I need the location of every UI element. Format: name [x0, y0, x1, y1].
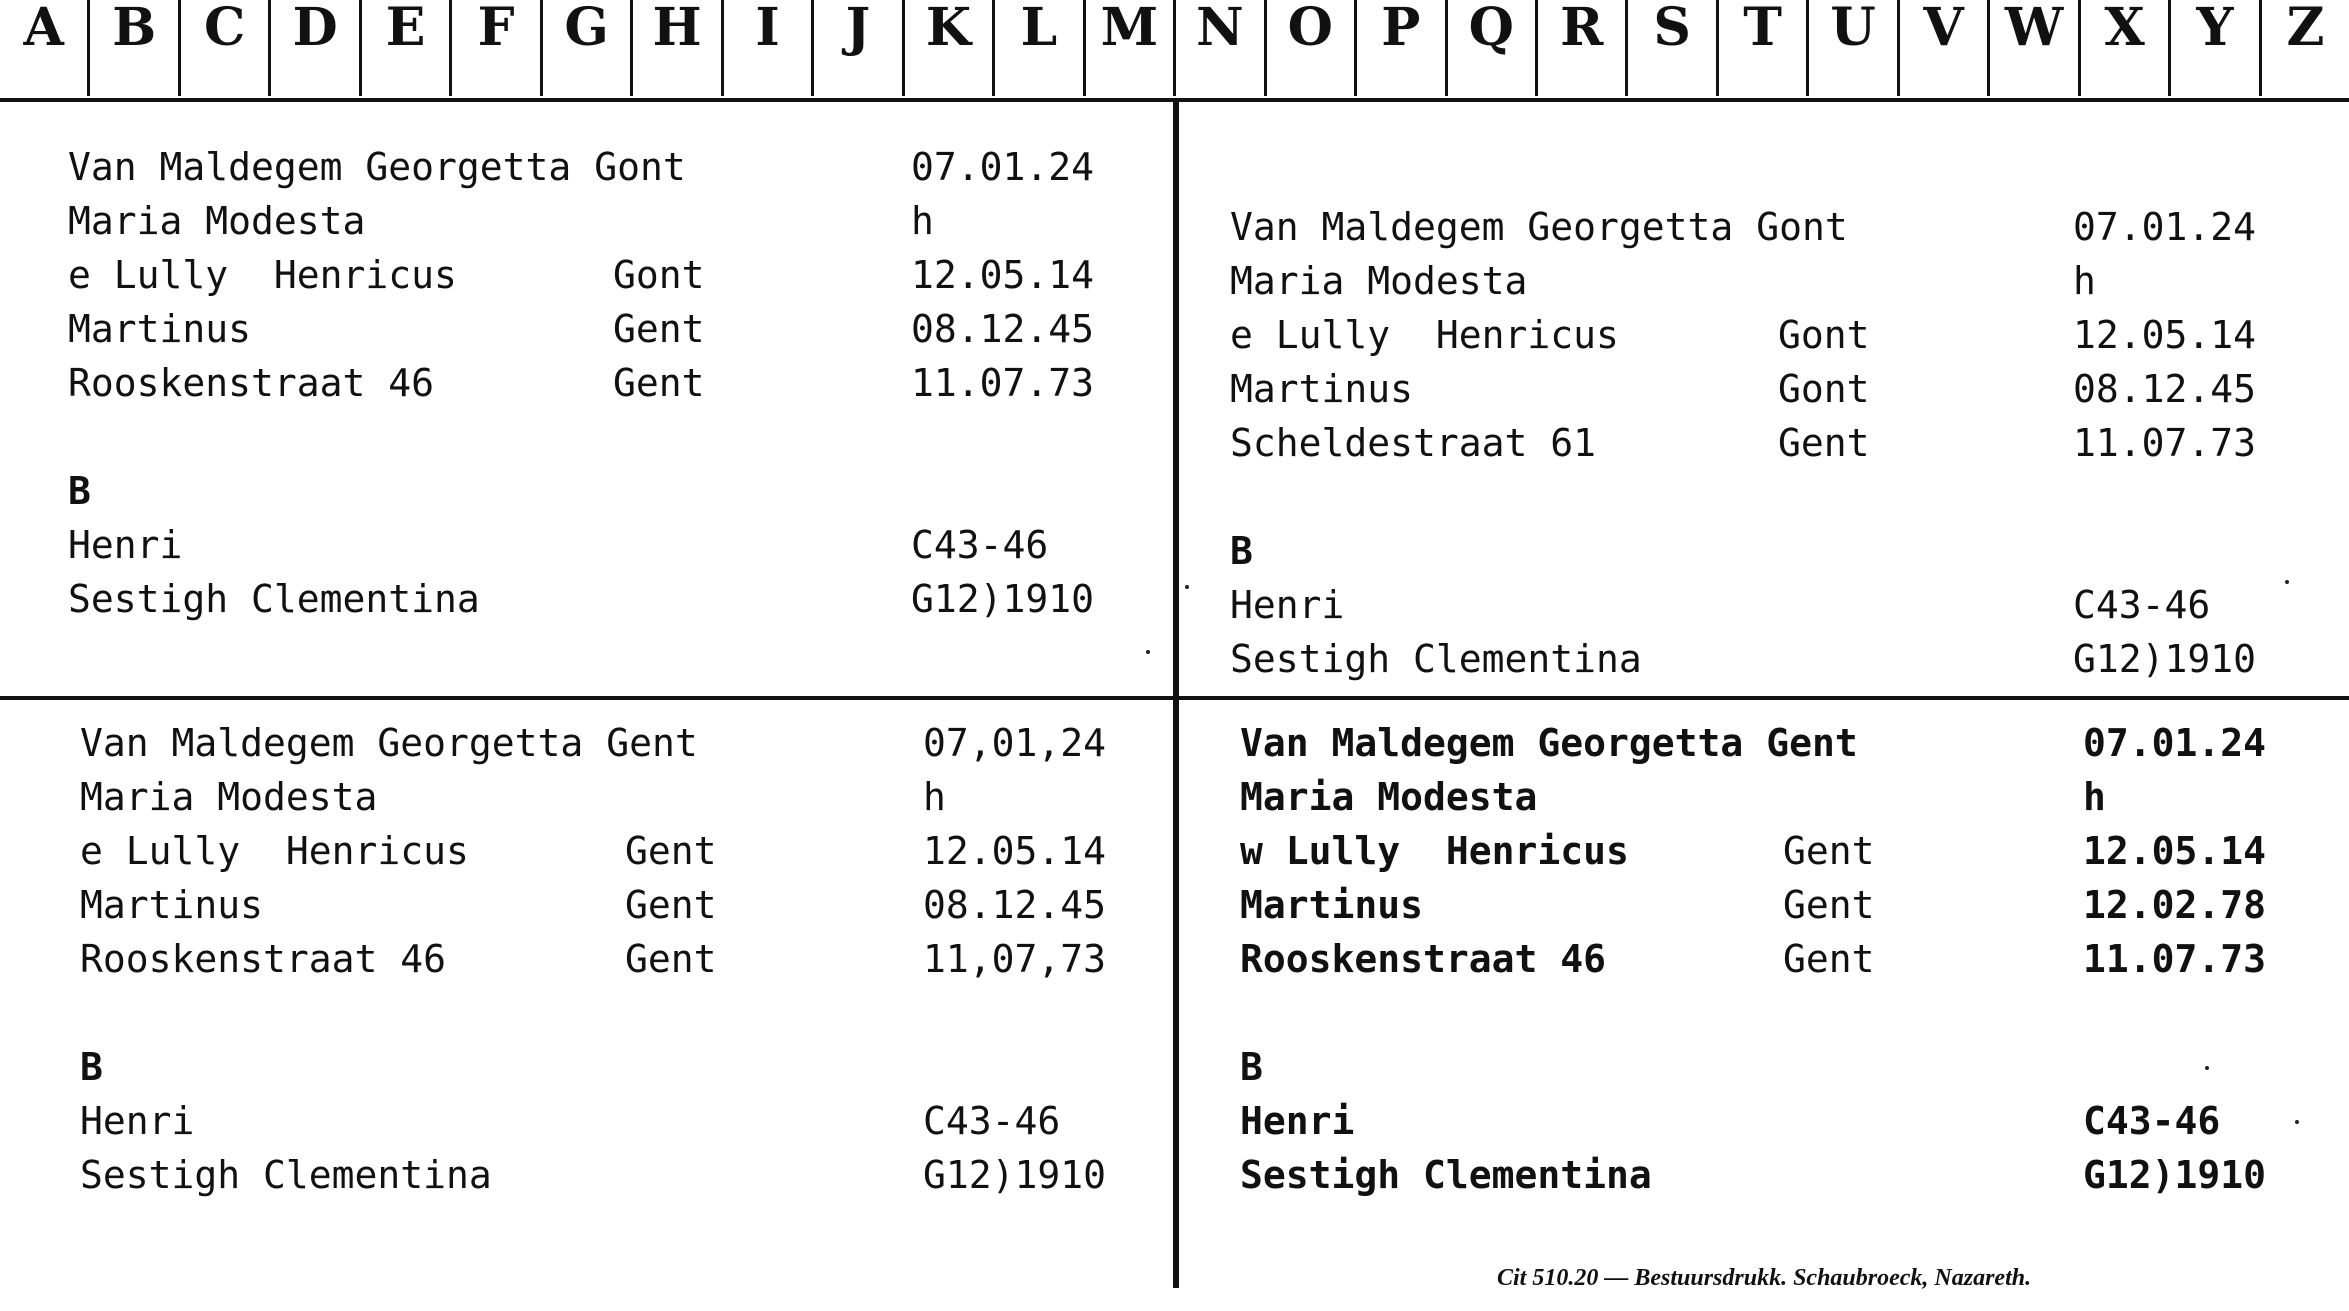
index-letter-d: D — [268, 0, 358, 96]
place-name: Gent — [1783, 829, 1875, 873]
person-name: Martinus — [80, 883, 264, 927]
index-letter-v: V — [1897, 0, 1987, 96]
place-name: Gent — [625, 883, 717, 927]
scan-speck — [1185, 585, 1189, 589]
place-name: Gent — [1783, 937, 1875, 981]
date-value: 07.01.24 — [911, 145, 1095, 189]
person-name: Henri — [68, 523, 183, 567]
card-line — [1230, 578, 2211, 632]
section-letter: B — [1240, 1045, 1263, 1089]
index-letter-h: H — [630, 0, 720, 96]
section-letter: B — [80, 1045, 103, 1089]
date-value: 11.07.73 — [2083, 937, 2267, 981]
reference-value: C43-46 — [2073, 583, 2211, 627]
index-letter-a: A — [23, 0, 64, 58]
date-value: 11,07,73 — [923, 937, 1107, 981]
card-line — [1240, 932, 2267, 986]
card-line — [1240, 878, 2267, 932]
card-line — [80, 1094, 1061, 1148]
spacer — [1230, 470, 1253, 524]
card-line — [68, 194, 934, 248]
section-letter: B — [1230, 529, 1253, 573]
card-line — [68, 356, 1095, 410]
index-letter-s: S — [1625, 0, 1715, 96]
person-name: Henri — [1230, 583, 1345, 627]
place-name: Gont — [1778, 367, 1870, 411]
person-name: Henri — [80, 1099, 195, 1143]
person-name: Henri — [1240, 1099, 1355, 1143]
card-line — [1230, 632, 2257, 686]
index-letter-l: L — [992, 0, 1082, 96]
place-name: Gont — [613, 253, 705, 297]
record-card-bottom-right — [1240, 716, 2267, 1202]
person-name: Sestigh Clementina — [1240, 1153, 1652, 1197]
reference-value: G12)1910 — [2083, 1153, 2267, 1197]
reference-value: G12)1910 — [911, 577, 1095, 621]
spacer — [1240, 986, 1263, 1040]
person-name: Martinus — [68, 307, 252, 351]
date-value: 08.12.45 — [911, 307, 1095, 351]
index-letter-e: E — [359, 0, 449, 96]
reference-value: C43-46 — [2083, 1099, 2221, 1143]
date-value: 12.05.14 — [923, 829, 1107, 873]
card-line — [1240, 770, 2106, 824]
card-line — [80, 824, 1107, 878]
place-name: Gent — [613, 361, 705, 405]
index-letter-u: U — [1806, 0, 1896, 96]
vertical-rule — [1173, 98, 1179, 1288]
index-letter-o: O — [1264, 0, 1354, 96]
spacer — [80, 986, 103, 1040]
card-line — [1230, 416, 2257, 470]
date-value: 08.12.45 — [2073, 367, 2257, 411]
date-value: 11.07.73 — [2073, 421, 2257, 465]
date-value: 08.12.45 — [923, 883, 1107, 927]
record-card-bottom-left — [80, 716, 1107, 1202]
person-name: Maria Modesta — [80, 775, 378, 819]
card-line — [1240, 824, 2267, 878]
person-name: Van Maldegem Georgetta Gent — [80, 721, 698, 765]
record-card-top-right — [1230, 200, 2257, 686]
scan-speck — [2205, 1066, 2209, 1070]
card-line — [68, 518, 1049, 572]
card-line — [1230, 200, 2257, 254]
person-name: Martinus — [1230, 367, 1414, 411]
person-name: Van Maldegem Georgetta Gont — [1230, 205, 1848, 249]
index-letter-c: C — [178, 0, 268, 96]
card-line — [80, 878, 1107, 932]
place-name: Gent — [625, 937, 717, 981]
scan-speck — [1146, 650, 1150, 654]
place-name: Gont — [1778, 313, 1870, 357]
card-line — [1240, 1094, 2221, 1148]
person-name: Scheldestraat 61 — [1230, 421, 1597, 465]
date-value: h — [2083, 775, 2106, 819]
card-line — [68, 140, 1095, 194]
person-name: w Lully Henricus — [1240, 829, 1629, 873]
index-letter-k: K — [902, 0, 992, 96]
place-name: Gent — [1783, 883, 1875, 927]
card-line — [1230, 254, 2096, 308]
card-line — [1230, 362, 2257, 416]
date-value: 07,01,24 — [923, 721, 1107, 765]
index-letter-t: T — [1716, 0, 1806, 96]
index-letter-n: N — [1173, 0, 1263, 96]
person-name: Rooskenstraat 46 — [1240, 937, 1607, 981]
scan-speck — [2285, 580, 2289, 584]
person-name: e Lully Henricus — [80, 829, 469, 873]
date-value: h — [2073, 259, 2096, 303]
index-letter-b: B — [87, 0, 177, 96]
index-letter-g: G — [540, 0, 630, 96]
person-name: Sestigh Clementina — [1230, 637, 1642, 681]
reference-value: C43-46 — [911, 523, 1049, 567]
person-name: Maria Modesta — [1240, 775, 1538, 819]
person-name: Rooskenstraat 46 — [80, 937, 447, 981]
index-letter-f: F — [449, 0, 539, 96]
card-line — [1240, 716, 2267, 770]
person-name: Sestigh Clementina — [68, 577, 480, 621]
date-value: h — [911, 199, 934, 243]
index-letter-y: Y — [2168, 0, 2258, 96]
date-value: 07.01.24 — [2073, 205, 2257, 249]
index-letter-m: M — [1083, 0, 1173, 96]
person-name: Rooskenstraat 46 — [68, 361, 435, 405]
place-name: Gent — [1778, 421, 1870, 465]
card-line — [68, 302, 1095, 356]
date-value: 11.07.73 — [911, 361, 1095, 405]
card-line — [80, 932, 1107, 986]
index-letter-w: W — [1987, 0, 2077, 96]
date-value: 07.01.24 — [2083, 721, 2267, 765]
date-value: 12.05.14 — [2073, 313, 2257, 357]
index-letter-q: Q — [1445, 0, 1535, 96]
date-value: 12.02.78 — [2083, 883, 2267, 927]
card-line — [80, 716, 1107, 770]
index-letter-x: X — [2078, 0, 2168, 96]
person-name: e Lully Henricus — [1230, 313, 1619, 357]
reference-value: G12)1910 — [923, 1153, 1107, 1197]
card-line — [68, 572, 1095, 626]
card-line — [1240, 1148, 2267, 1202]
index-letter-r: R — [1535, 0, 1625, 96]
person-name: Martinus — [1240, 883, 1424, 927]
index-letter-z: Z — [2259, 0, 2349, 96]
scan-speck — [2295, 1120, 2299, 1124]
spacer — [68, 410, 91, 464]
card-line — [80, 770, 946, 824]
place-name: Gent — [625, 829, 717, 873]
index-letter-j: J — [811, 0, 901, 96]
index-letter-i: I — [721, 0, 811, 96]
index-letter-p: P — [1354, 0, 1444, 96]
printer-imprint: Cit 510.20 — Bestuursdrukk. Schaubroeck, Nazareth. — [1497, 1265, 2032, 1291]
reference-value: G12)1910 — [2073, 637, 2257, 681]
person-name: Maria Modesta — [68, 199, 366, 243]
record-card-top-left — [68, 140, 1095, 626]
alphabet-index-strip — [0, 0, 2349, 96]
card-line — [1230, 308, 2257, 362]
person-name: e Lully Henricus — [68, 253, 457, 297]
card-line — [68, 248, 1095, 302]
section-letter: B — [68, 469, 91, 513]
date-value: 12.05.14 — [2083, 829, 2267, 873]
date-value: 12.05.14 — [911, 253, 1095, 297]
person-name: Maria Modesta — [1230, 259, 1528, 303]
person-name: Van Maldegem Georgetta Gont — [68, 145, 686, 189]
date-value: h — [923, 775, 946, 819]
place-name: Gent — [613, 307, 705, 351]
reference-value: C43-46 — [923, 1099, 1061, 1143]
card-line — [80, 1148, 1107, 1202]
person-name: Sestigh Clementina — [80, 1153, 492, 1197]
person-name: Van Maldegem Georgetta Gent — [1240, 721, 1858, 765]
